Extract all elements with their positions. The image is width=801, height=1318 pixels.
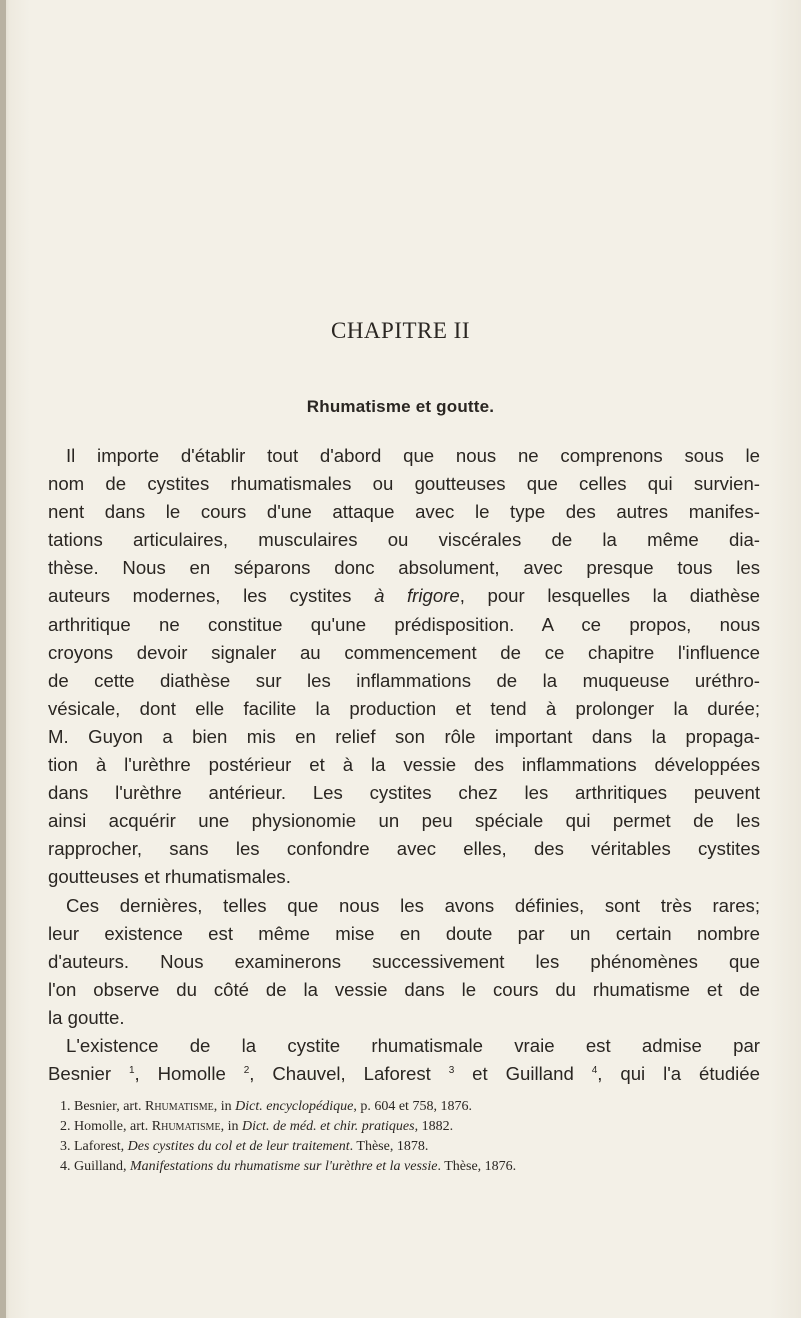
text-line: d'auteurs. Nous examinerons successivement les phénomènes que xyxy=(48,950,760,972)
text-line: Il importe d'établir tout d'abord que nous ne comprenons sous le xyxy=(66,445,760,466)
footnote-ref: 2 xyxy=(243,1064,250,1076)
footnote xyxy=(60,1137,760,1157)
text-line: goutteuses et rhumatismales. xyxy=(48,866,291,888)
italic-phrase: à frigore xyxy=(374,585,460,607)
footnote-author: Homolle, art. xyxy=(74,1119,152,1134)
footnote-ref: 4 xyxy=(591,1064,598,1076)
footnote-article: Rhumatisme xyxy=(144,1099,214,1114)
footnote-ref: 1 xyxy=(128,1064,135,1076)
footnote-details: . Thèse, 1876. xyxy=(437,1159,517,1174)
text-line: leur existence est même mise en doute par un certain nombre xyxy=(48,922,760,944)
text-fragment: et Guilland xyxy=(454,1063,592,1085)
text-line: croyons devoir signaler au commencement de ce chapitre l'influence xyxy=(48,641,760,663)
footnote-number: 4. xyxy=(60,1159,71,1174)
text-line: vésicale, dont elle facilite la production et tend à prolonger la durée; xyxy=(48,697,760,719)
footnote-sep: , in xyxy=(213,1099,236,1114)
footnote-sep: , in xyxy=(220,1119,242,1134)
footnote-author: Guilland, xyxy=(74,1159,130,1174)
footnote-ref: 3 xyxy=(448,1064,455,1076)
text-line: arthritique ne constitue qu'une prédisposition. A ce propos, nous xyxy=(48,613,760,635)
text-fragment: Besnier xyxy=(48,1063,129,1085)
text-line: tations articulaires, musculaires ou viscérales de la même dia- xyxy=(48,529,760,551)
footnote-work: Des cystites du col et de leur traitement xyxy=(127,1139,350,1154)
footnote xyxy=(60,1097,760,1117)
text-line: thèse. Nous en séparons donc absolument, avec presque tous les xyxy=(48,557,760,579)
text-line: ainsi acquérir une physionomie un peu spéciale qui permet de les xyxy=(48,810,760,832)
footnote-details: , p. 604 et 758, 1876. xyxy=(353,1099,472,1114)
section-title: Rhumatisme et goutte. xyxy=(306,397,495,416)
text-line: de cette diathèse sur les inflammations de la muqueuse uréthro- xyxy=(48,669,760,691)
footnote-work: Manifestations du rhumatisme sur l'urèthre et la vessie xyxy=(130,1159,438,1174)
text-fragment: , qui l'a étudiée xyxy=(597,1063,760,1085)
footnote-details: . Thèse, 1878. xyxy=(349,1139,429,1154)
text-line: Ces dernières, telles que nous les avons définies, sont très rares; xyxy=(66,894,760,916)
text-line xyxy=(48,1060,760,1088)
footnote-number: 1. xyxy=(60,1099,71,1114)
page-edge xyxy=(0,0,6,1318)
text-fragment: , Chauvel, Laforest xyxy=(249,1063,449,1085)
text-line: la goutte. xyxy=(48,1006,125,1028)
text-line: L'existence de la cystite rhumatismale vraie est admise par xyxy=(66,1034,760,1056)
footnote-number: 2. xyxy=(60,1119,71,1134)
text-fragment: , pour lesquelles la diathèse xyxy=(459,585,760,607)
text-line: dans l'urèthre antérieur. Les cystites chez les arthritiques peuvent xyxy=(48,782,760,804)
footnote-work: Dict. de méd. et chir. pratiques xyxy=(241,1119,415,1134)
text-fragment: , Homolle xyxy=(134,1063,244,1085)
footnote-details: , 1882. xyxy=(414,1119,454,1134)
body-text xyxy=(48,442,760,1088)
text-line: rapprocher, sans les confondre avec elles, des véritables cystites xyxy=(48,838,760,860)
text-line: nent dans le cours d'une attaque avec le type des autres manifes- xyxy=(48,501,760,523)
text-line: tion à l'urèthre postérieur et à la vessie des inflammations développées xyxy=(48,754,760,776)
text-line: l'on observe du côté de la vessie dans le cours du rhumatisme et de xyxy=(48,978,760,1000)
footnote xyxy=(60,1157,760,1177)
footnote-number: 3. xyxy=(60,1139,71,1154)
footnote-author: Laforest, xyxy=(74,1139,128,1154)
text-line xyxy=(48,582,760,610)
footnote xyxy=(60,1117,760,1137)
footnote-article: Rhumatisme xyxy=(151,1119,221,1134)
footnotes xyxy=(60,1097,760,1177)
chapter-title: CHAPITRE II xyxy=(330,318,471,343)
text-fragment: auteurs modernes, les cystites xyxy=(48,585,375,607)
text-line: nom de cystites rhumatismales ou goutteuses que celles qui survien- xyxy=(48,473,760,495)
footnote-author: Besnier, art. xyxy=(74,1099,145,1114)
text-line: M. Guyon a bien mis en relief son rôle important dans la propaga- xyxy=(48,725,760,747)
footnote-work: Dict. encyclopédique xyxy=(235,1099,354,1114)
